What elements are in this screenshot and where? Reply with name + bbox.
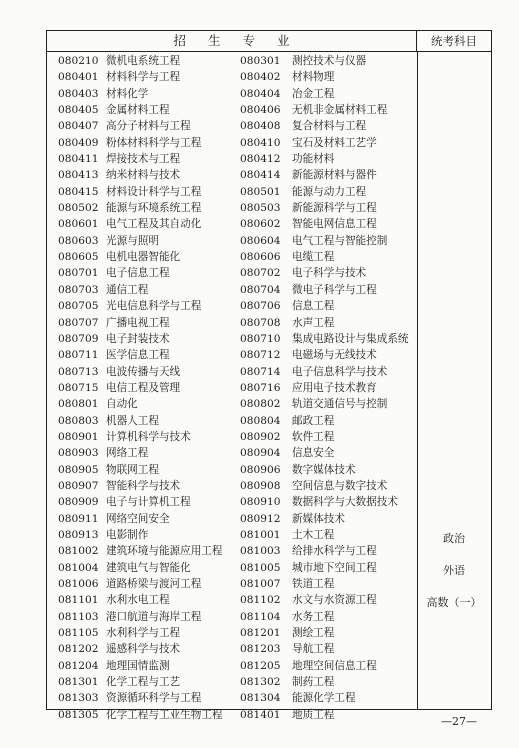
table-row: [47, 282, 417, 298]
major-name-right: 水务工程: [292, 610, 335, 623]
major-code-left: 081101: [58, 594, 99, 607]
major-code-left: 080407: [58, 120, 99, 133]
major-name-left: 微机电系统工程: [106, 55, 181, 67]
major-name-right: 电磁场与无线技术: [292, 349, 377, 362]
major-code-left: 081305: [58, 708, 99, 721]
major-code-right: 080404: [240, 87, 281, 100]
major-code-right: 081203: [240, 643, 281, 656]
major-code-left: 080715: [58, 381, 99, 394]
table-row: [47, 690, 417, 706]
major-name-right: 制药工程: [292, 676, 335, 689]
major-name-left: 水利科学与工程: [106, 627, 181, 640]
major-code-right: 080602: [240, 218, 281, 231]
major-name-left: 资源循环科学与工程: [106, 692, 202, 705]
major-code-left: 081301: [58, 676, 99, 689]
major-name-left: 物联网工程: [106, 463, 159, 476]
table-row: [47, 69, 417, 85]
major-code-left: 080409: [58, 136, 99, 149]
major-code-left: 080711: [58, 349, 99, 362]
exam-subject-advanced-math: 高数（一）: [426, 596, 482, 609]
major-name-right: 新媒体技术: [292, 512, 345, 525]
major-name-right: 地质工程: [292, 708, 335, 721]
major-name-left: 电机电器智能化: [106, 251, 181, 264]
major-name-left: 医学信息工程: [106, 349, 170, 362]
major-name-right: 集成电路设计与集成系统: [292, 332, 409, 345]
major-code-left: 080403: [58, 87, 99, 100]
majors-table: [46, 30, 492, 721]
major-code-right: 081005: [240, 561, 281, 574]
major-name-left: 遥感科学与技术: [106, 643, 181, 656]
major-code-right: 080908: [240, 479, 281, 492]
major-code-right: 080410: [240, 136, 281, 149]
major-name-left: 纳米材料与技术: [106, 169, 181, 182]
major-name-left: 材料化学: [106, 87, 149, 100]
page-number: —27—: [441, 715, 477, 728]
major-code-left: 081204: [58, 659, 99, 672]
major-code-right: 080301: [240, 55, 281, 67]
major-name-left: 建筑电气与智能化: [106, 561, 191, 574]
major-code-left: 080701: [58, 267, 99, 280]
major-code-left: 080801: [58, 398, 99, 411]
major-name-right: 数据科学与大数据技术: [292, 496, 398, 509]
major-name-left: 金属材料工程: [106, 104, 170, 117]
major-name-right: 材料物理: [292, 71, 335, 84]
major-code-right: 080604: [240, 234, 281, 247]
major-name-right: 新能源科学与工程: [292, 202, 377, 215]
major-name-left: 自动化: [106, 398, 138, 411]
majors-column-header: 招生专业: [47, 31, 417, 51]
major-code-left: 081202: [58, 643, 99, 656]
major-code-left: 080903: [58, 447, 99, 460]
major-name-right: 冶金工程: [292, 87, 335, 100]
table-row: [47, 380, 417, 396]
major-code-right: 081205: [240, 659, 281, 672]
table-row: [47, 298, 417, 314]
major-code-left: 080905: [58, 463, 99, 476]
table-row: [47, 625, 417, 641]
major-code-left: 080803: [58, 414, 99, 427]
majors-list: [47, 53, 417, 723]
major-name-left: 电子封装技术: [106, 332, 170, 345]
major-name-right: 水声工程: [292, 316, 335, 329]
major-code-right: 080412: [240, 153, 281, 166]
major-code-right: 081003: [240, 545, 281, 558]
major-code-right: 081007: [240, 578, 281, 590]
major-code-right: 081102: [240, 594, 281, 607]
major-name-right: 测控技术与仪器: [292, 55, 367, 67]
major-code-right: 080804: [240, 414, 281, 427]
major-name-right: 电子科学与技术: [292, 267, 367, 280]
table-row: [47, 462, 417, 478]
major-code-left: 080713: [58, 365, 99, 378]
table-row: [47, 592, 417, 608]
major-code-left: 080907: [58, 479, 99, 492]
major-name-left: 化学工程与工艺: [106, 676, 181, 689]
major-name-left: 机器人工程: [106, 414, 159, 427]
major-code-right: 080902: [240, 430, 281, 443]
major-code-right: 080716: [240, 381, 281, 394]
major-code-left: 080709: [58, 332, 99, 345]
major-code-right: 080910: [240, 496, 281, 509]
major-code-right: 080906: [240, 463, 281, 476]
major-code-right: 081201: [240, 627, 281, 640]
major-code-right: 080712: [240, 349, 281, 362]
major-name-right: 数字媒体技术: [292, 463, 356, 476]
table-row: [47, 331, 417, 347]
major-code-right: 080708: [240, 316, 281, 329]
table-row: [47, 609, 417, 625]
major-code-right: 080802: [240, 398, 281, 411]
major-code-left: 081303: [58, 692, 99, 705]
major-code-right: 081304: [240, 692, 281, 705]
major-name-right: 能源与动力工程: [292, 185, 367, 198]
major-code-right: 080402: [240, 71, 281, 84]
table-row: [47, 576, 417, 592]
table-row: [47, 86, 417, 102]
major-code-right: 080702: [240, 267, 281, 280]
table-row: [47, 560, 417, 576]
major-code-right: 080406: [240, 104, 281, 117]
major-name-right: 应用电子技术教育: [292, 381, 377, 394]
table-row: [47, 658, 417, 674]
table-header: [47, 31, 491, 52]
major-name-right: 微电子科学与工程: [292, 283, 377, 296]
major-name-left: 焊接技术与工程: [106, 153, 181, 166]
major-code-left: 080401: [58, 71, 99, 84]
major-code-left: 080913: [58, 528, 99, 541]
major-name-right: 宝石及材料工艺学: [292, 136, 377, 149]
major-code-right: 080912: [240, 512, 281, 525]
table-row: [47, 511, 417, 527]
major-code-left: 080413: [58, 169, 99, 182]
major-code-left: 080909: [58, 496, 99, 509]
table-row: [47, 135, 417, 151]
major-name-right: 给排水科学与工程: [292, 545, 377, 558]
major-name-right: 轨道交通信号与控制: [292, 398, 388, 411]
major-code-left: 081002: [58, 545, 99, 558]
major-code-left: 080603: [58, 234, 99, 247]
major-name-left: 电影制作: [106, 528, 149, 541]
major-code-left: 080605: [58, 251, 99, 264]
table-row: [47, 641, 417, 657]
major-code-right: 081001: [240, 528, 281, 541]
major-code-left: 080601: [58, 218, 99, 231]
major-name-left: 广播电视工程: [106, 316, 170, 329]
major-name-left: 港口航道与海岸工程: [106, 610, 202, 623]
major-name-left: 电气工程及其自动化: [106, 218, 202, 231]
major-name-right: 地理空间信息工程: [292, 659, 377, 672]
table-row: [47, 429, 417, 445]
table-row: [47, 445, 417, 461]
major-name-left: 水利水电工程: [106, 594, 170, 607]
major-code-right: 080706: [240, 300, 281, 313]
table-row: [47, 265, 417, 281]
major-name-right: 能源化学工程: [292, 692, 356, 705]
major-code-left: 080210: [58, 55, 99, 67]
major-code-right: 080904: [240, 447, 281, 460]
major-code-right: 080710: [240, 332, 281, 345]
major-name-left: 通信工程: [106, 283, 149, 296]
major-name-left: 网络空间安全: [106, 512, 170, 525]
table-row: [47, 216, 417, 232]
table-row: [47, 674, 417, 690]
table-row: [47, 118, 417, 134]
table-row: [47, 413, 417, 429]
major-code-right: 080714: [240, 365, 281, 378]
major-name-right: 电缆工程: [292, 251, 335, 264]
major-name-left: 粉体材料科学与工程: [106, 136, 202, 149]
major-name-right: 电气工程与智能控制: [292, 234, 388, 247]
major-code-left: 080703: [58, 283, 99, 296]
table-row: [47, 707, 417, 723]
table-row: [47, 364, 417, 380]
major-name-right: 城市地下空间工程: [292, 561, 377, 574]
major-code-left: 080411: [58, 153, 99, 166]
major-code-right: 080501: [240, 185, 281, 198]
major-name-right: 电子信息科学与技术: [292, 365, 388, 378]
major-name-left: 地理国情监测: [106, 659, 170, 672]
major-name-left: 电子与计算机工程: [106, 496, 191, 509]
major-name-right: 信息工程: [292, 300, 335, 313]
major-code-left: 081103: [58, 610, 99, 623]
major-code-right: 081104: [240, 610, 281, 623]
major-name-right: 土木工程: [292, 528, 335, 541]
major-code-left: 080502: [58, 202, 99, 215]
major-name-left: 电信工程及管理: [106, 381, 181, 394]
major-name-left: 电子信息工程: [106, 267, 170, 280]
major-name-right: 水文与水资源工程: [292, 594, 377, 607]
major-name-left: 材料科学与工程: [106, 71, 181, 84]
major-name-right: 测绘工程: [292, 627, 335, 640]
major-code-left: 080911: [58, 512, 99, 525]
table-row: [47, 396, 417, 412]
major-name-left: 智能科学与技术: [106, 479, 181, 492]
table-row: [47, 184, 417, 200]
table-row: [47, 233, 417, 249]
major-name-right: 新能源材料与器件: [292, 169, 377, 182]
major-code-left: 081006: [58, 578, 99, 590]
major-code-left: 081004: [58, 561, 99, 574]
major-code-right: 080408: [240, 120, 281, 133]
exam-subject-foreign-language: 外语: [443, 564, 465, 577]
table-row: [47, 527, 417, 543]
major-code-left: 080415: [58, 185, 99, 198]
major-code-right: 080704: [240, 283, 281, 296]
table-row: [47, 478, 417, 494]
major-code-right: 081401: [240, 708, 281, 721]
major-code-left: 080405: [58, 104, 99, 117]
exam-subject-politics: 政治: [443, 532, 465, 545]
table-row: [47, 494, 417, 510]
major-name-right: 邮政工程: [292, 414, 335, 427]
major-code-right: 080503: [240, 202, 281, 215]
major-code-left: 081105: [58, 627, 99, 640]
major-name-left: 高分子材料与工程: [106, 120, 191, 133]
major-name-left: 能源与环境系统工程: [106, 202, 202, 215]
major-code-right: 081302: [240, 676, 281, 689]
table-row: [47, 315, 417, 331]
major-name-left: 材料设计科学与工程: [106, 185, 202, 198]
major-code-left: 080705: [58, 300, 99, 313]
table-row: [47, 249, 417, 265]
major-code-right: 080606: [240, 251, 281, 264]
major-code-left: 080707: [58, 316, 99, 329]
major-name-right: 铁道工程: [292, 578, 335, 590]
major-name-left: 计算机科学与技术: [106, 430, 191, 443]
table-row: [47, 53, 417, 69]
table-row: [47, 151, 417, 167]
major-name-left: 光源与照明: [106, 234, 159, 247]
major-name-right: 智能电网信息工程: [292, 218, 377, 231]
major-name-left: 光电信息科学与工程: [106, 300, 202, 313]
table-row: [47, 167, 417, 183]
major-name-left: 化学工程与工业生物工程: [106, 708, 223, 721]
major-name-right: 功能材料: [292, 153, 335, 166]
major-name-right: 导航工程: [292, 643, 335, 656]
major-name-right: 无机非金属材料工程: [292, 104, 388, 117]
major-name-left: 电波传播与天线: [106, 365, 181, 378]
major-name-right: 软件工程: [292, 430, 335, 443]
major-name-left: 网络工程: [106, 447, 149, 460]
table-row: [47, 102, 417, 118]
table-row: [47, 543, 417, 559]
table-row: [47, 347, 417, 363]
exam-subjects-column-header: 统考科目: [431, 34, 477, 48]
table-row: [47, 200, 417, 216]
major-name-right: 复合材料与工程: [292, 120, 367, 133]
major-code-left: 080901: [58, 430, 99, 443]
major-name-left: 道路桥梁与渡河工程: [106, 578, 202, 590]
major-name-left: 建筑环境与能源应用工程: [106, 545, 223, 558]
major-name-right: 信息安全: [292, 447, 335, 460]
major-code-right: 080414: [240, 169, 281, 182]
major-name-right: 空间信息与数字技术: [292, 479, 388, 492]
